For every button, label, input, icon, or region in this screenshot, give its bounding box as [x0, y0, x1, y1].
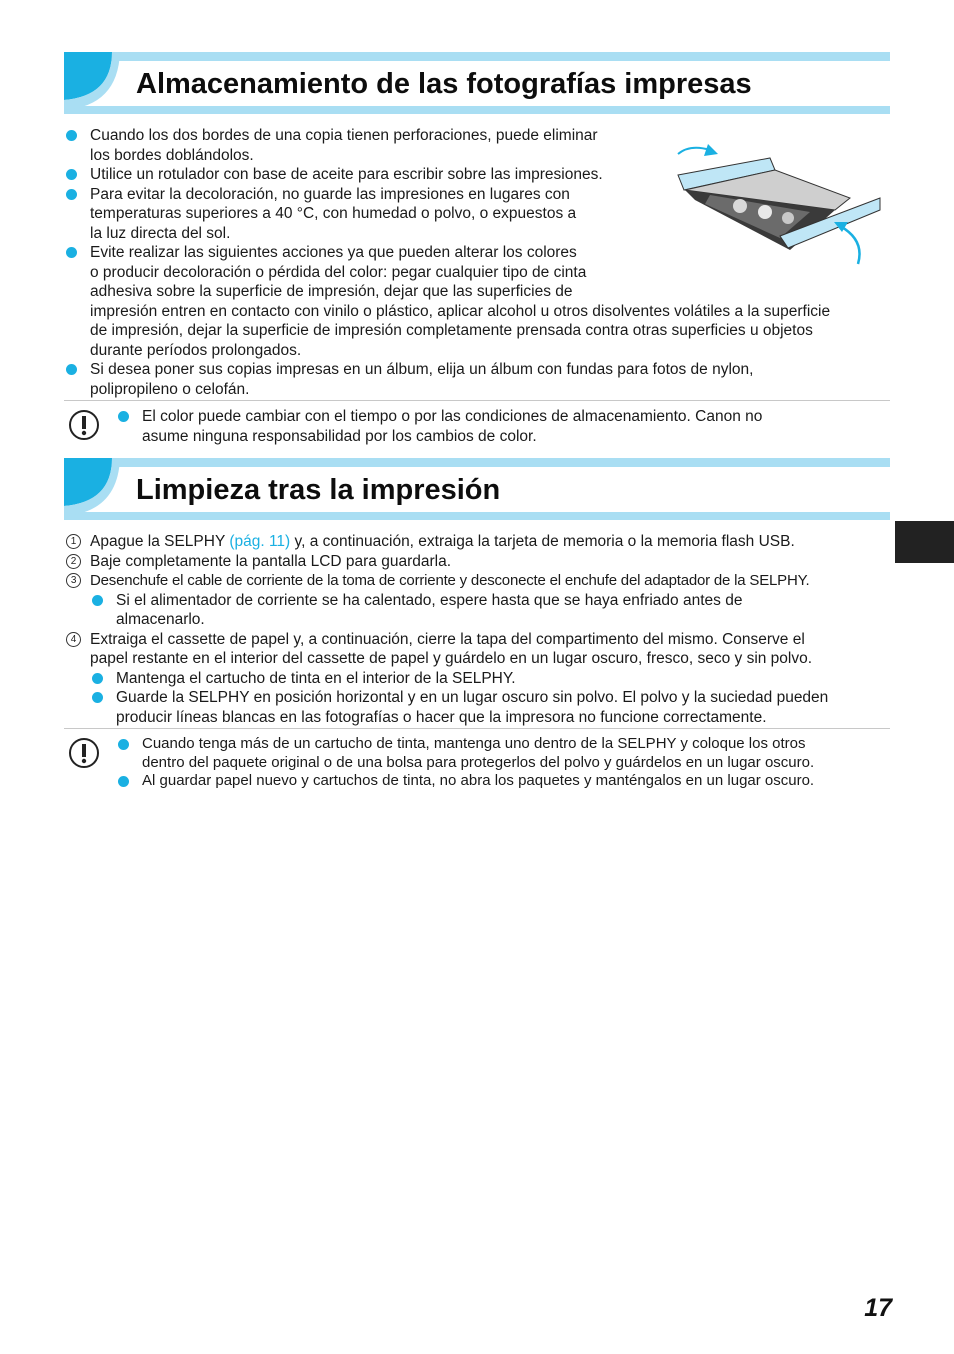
list-item: Evite realizar las siguientes acciones ya que pueden alterar los colores o producir decoloración o pérdida del color: pegar cualquier tipo de cinta adhesiva sobre la superficie de impresión, dejar que las superficies de impresión entren en contacto con vinilo o plástico, aplicar alcohol u otros disolventes volátiles a la superficie de impresión, dejar la superficie de impresión completamente prensada contra otras superficies u objetos durante períodos prolongados.	[64, 243, 894, 360]
step-number: 1	[66, 534, 81, 549]
bullet-dot-icon	[66, 130, 77, 141]
bullet-dot-icon	[66, 189, 77, 200]
cleaning-steps	[64, 532, 894, 727]
list-item: Si el alimentador de corriente se ha calentado, espere hasta que se haya enfriado antes de almacenarlo.	[64, 591, 894, 630]
header-bar-bottom	[64, 512, 890, 520]
bullet-dot-icon	[92, 673, 103, 684]
bullet-dot-icon	[118, 739, 129, 750]
bullet-dot-icon	[118, 776, 129, 787]
list-item: Si desea poner sus copias impresas en un álbum, elija un álbum con fundas para fotos de nylon, polipropileno o celofán.	[64, 360, 894, 399]
caution-icon	[68, 409, 100, 441]
bullet-dot-icon	[92, 595, 103, 606]
step-2: 2 Baje completamente la pantalla LCD para guardarla.	[64, 552, 894, 572]
section-title: Limpieza tras la impresión	[136, 474, 501, 506]
list-item: Al guardar papel nuevo y cartuchos de tinta, no abra los paquetes y manténgalos en un lugar oscuro.	[116, 772, 890, 791]
list-item: Cuando los dos bordes de una copia tienen perforaciones, puede eliminar los bordes doblándolos.	[64, 126, 894, 165]
page-link[interactable]: (pág. 11)	[229, 533, 291, 550]
bullet-dot-icon	[66, 169, 77, 180]
step-number: 2	[66, 554, 81, 569]
step-4: 4 Extraiga el cassette de papel y, a continuación, cierre la tapa del compartimento del mismo. Conserve el papel restante en el interior del cassette de papel y guárdelo en un lugar oscuro, fresco, seco y sin polvo.	[64, 630, 894, 669]
list-item: Para evitar la decoloración, no guarde las impresiones en lugares con temperaturas superiores a 40 °C, con humedad o polvo, o expuestos a la luz directa del sol.	[64, 185, 894, 244]
list-item: Utilice un rotulador con base de aceite para escribir sobre las impresiones.	[64, 165, 894, 185]
caution-note-cleaning	[64, 728, 890, 795]
list-item: Guarde la SELPHY en posición horizontal y en un lugar oscuro sin polvo. El polvo y la suciedad pueden producir líneas blancas en las fotografías o hacer que la impresora no funcione correctamente.	[64, 688, 894, 727]
storage-bullets	[64, 126, 894, 399]
step-number: 3	[66, 573, 81, 588]
header-bar-top	[64, 52, 890, 61]
bullet-dot-icon	[92, 692, 103, 703]
section-title: Almacenamiento de las fotografías impresas	[136, 68, 752, 100]
header-corner-icon	[64, 52, 124, 114]
list-item: Mantenga el cartucho de tinta en el interior de la SELPHY.	[64, 669, 894, 689]
chapter-side-tab	[895, 521, 954, 563]
bullet-dot-icon	[118, 411, 129, 422]
step-1: 1 Apague la SELPHY (pág. 11) y, a continuación, extraiga la tarjeta de memoria o la memoria flash USB.	[64, 532, 894, 552]
bullet-dot-icon	[66, 247, 77, 258]
page-number: 17	[864, 1294, 892, 1322]
header-bar-bottom	[64, 106, 890, 114]
section-header-storage	[64, 52, 890, 118]
step-3: 3 Desenchufe el cable de corriente de la toma de corriente y desconecte el enchufe del adaptador de la SELPHY.	[64, 571, 894, 591]
list-item: Cuando tenga más de un cartucho de tinta, mantenga uno dentro de la SELPHY y coloque los otros dentro del paquete original o de una bolsa para protegerlos del polvo y guárdelos en un lugar oscuro.	[116, 735, 890, 772]
caution-note-storage	[64, 400, 890, 449]
header-corner-icon	[64, 458, 124, 520]
note-text	[116, 735, 890, 791]
header-bar-top	[64, 458, 890, 467]
step-number: 4	[66, 632, 81, 647]
note-text	[116, 407, 886, 446]
bullet-dot-icon	[66, 364, 77, 375]
section-header-cleaning	[64, 458, 890, 524]
caution-icon	[68, 737, 100, 769]
list-item: El color puede cambiar con el tiempo o por las condiciones de almacenamiento. Canon no asume ninguna responsabilidad por los cambios de color.	[116, 407, 886, 446]
